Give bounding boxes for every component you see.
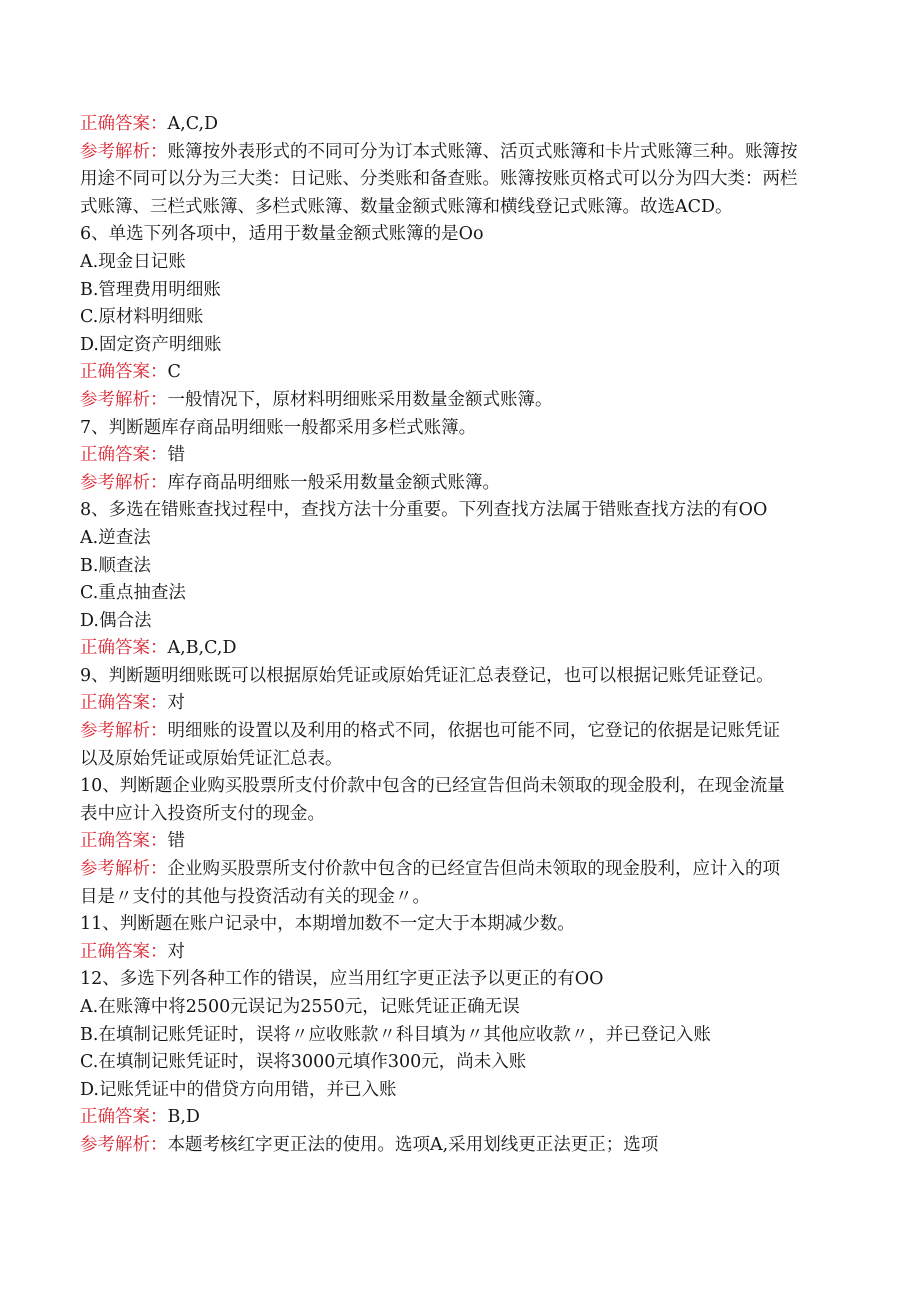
text-line	[80, 1049, 840, 1077]
text-line	[80, 718, 840, 746]
explanation-label: 参考解析：	[80, 141, 168, 162]
line-text: C	[167, 362, 181, 383]
text-line	[80, 939, 840, 967]
line-text: B.管理费用明细账	[80, 279, 221, 300]
text-line	[80, 856, 840, 884]
line-text: 账簿按外表形式的不同可分为订本式账簿、活页式账簿和卡片式账簿三种。账簿按	[167, 141, 798, 162]
line-text: A,C,D	[167, 114, 219, 134]
text-line	[80, 635, 840, 663]
line-text: 以及原始凭证或原始凭证汇总表。	[80, 748, 343, 769]
line-text: B.在填制记账凭证时，误将〃应收账款〃科目填为〃其他应收款〃，并已登记入账	[80, 1024, 711, 1045]
text-line	[80, 525, 840, 553]
explanation-label: 参考解析：	[80, 472, 168, 493]
text-line	[80, 470, 840, 498]
explanation-label: 参考解析：	[80, 721, 168, 742]
text-line	[80, 194, 840, 222]
document-body	[80, 111, 840, 1160]
answer-label: 正确答案：	[80, 941, 168, 962]
line-text: B.顺查法	[80, 555, 151, 576]
explanation-label: 参考解析：	[80, 389, 168, 410]
answer-label: 正确答案：	[80, 638, 168, 659]
text-line	[80, 1132, 840, 1160]
line-text: 库存商品明细账一般采用数量金额式账簿。	[167, 472, 500, 493]
answer-label: 正确答案：	[80, 114, 168, 134]
explanation-label: 参考解析：	[80, 859, 168, 880]
text-line	[80, 1104, 840, 1132]
line-text: 表中应计入投资所支付的现金。	[80, 803, 325, 824]
explanation-label: 参考解析：	[80, 1134, 168, 1155]
text-line	[80, 497, 840, 525]
text-line	[80, 166, 840, 194]
line-text: D.记账凭证中的借贷方向用错，并已入账	[80, 1079, 397, 1100]
line-text: 一般情况下，原材料明细账采用数量金额式账簿。	[167, 389, 553, 410]
text-line	[80, 746, 840, 774]
line-text: 对	[167, 941, 185, 962]
line-text: C.重点抽查法	[80, 583, 186, 604]
line-text: A,B,C,D	[167, 638, 237, 659]
text-line	[80, 359, 840, 387]
text-line	[80, 415, 840, 443]
text-line	[80, 139, 840, 167]
line-text: 本题考核红字更正法的使用。选项A,采用划线更正法更正；选项	[167, 1134, 659, 1155]
text-line	[80, 553, 840, 581]
text-line	[80, 911, 840, 939]
line-text: 企业购买股票所支付价款中包含的已经宣告但尚未领取的现金股利，应计入的项	[167, 859, 780, 880]
line-text: C.在填制记账凭证时，误将3000元填作300元，尚未入账	[80, 1052, 527, 1073]
line-text: 式账簿、三栏式账簿、多栏式账簿、数量金额式账簿和横线登记式账簿。故选ACD。	[80, 196, 733, 217]
line-text: B,D	[167, 1107, 200, 1128]
text-line	[80, 1022, 840, 1050]
line-text: 对	[167, 693, 185, 714]
line-text: D.偶合法	[80, 610, 152, 631]
answer-label: 正确答案：	[80, 445, 168, 466]
text-line	[80, 442, 840, 470]
text-line	[80, 801, 840, 829]
line-text: 目是〃支付的其他与投资活动有关的现金〃。	[80, 886, 430, 907]
text-line	[80, 828, 840, 856]
line-text: 8、多选在错账查找过程中，查找方法十分重要。下列查找方法属于错账查找方法的有OO	[80, 500, 768, 521]
text-line	[80, 580, 840, 608]
line-text: C.原材料明细账	[80, 307, 204, 328]
line-text: 11、判断题在账户记录中，本期增加数不一定大于本期减少数。	[80, 914, 575, 935]
text-line	[80, 884, 840, 912]
line-text: 10、判断题企业购买股票所支付价款中包含的已经宣告但尚未领取的现金股利，在现金流量	[80, 776, 785, 797]
text-line	[80, 111, 840, 139]
text-line	[80, 249, 840, 277]
text-line	[80, 221, 840, 249]
text-line	[80, 1077, 840, 1105]
text-line	[80, 663, 840, 691]
text-line	[80, 966, 840, 994]
line-text: D.固定资产明细账	[80, 334, 222, 355]
text-line	[80, 387, 840, 415]
line-text: 用途不同可以分为三大类：日记账、分类账和备查账。账簿按账页格式可以分为四大类：两栏	[80, 169, 798, 190]
text-line	[80, 994, 840, 1022]
line-text: 9、判断题明细账既可以根据原始凭证或原始凭证汇总表登记，也可以根据记账凭证登记。	[80, 665, 774, 686]
line-text: 7、判断题库存商品明细账一般都采用多栏式账簿。	[80, 417, 477, 438]
line-text: A.现金日记账	[80, 251, 186, 272]
text-line	[80, 304, 840, 332]
answer-label: 正确答案：	[80, 1107, 168, 1128]
line-text: 明细账的设置以及利用的格式不同，依据也可能不同，它登记的依据是记账凭证	[167, 721, 780, 742]
line-text: 6、单选下列各项中，适用于数量金额式账簿的是Oo	[80, 224, 484, 245]
text-line	[80, 277, 840, 305]
text-line	[80, 332, 840, 360]
line-text: A.逆查法	[80, 527, 151, 548]
text-line	[80, 608, 840, 636]
line-text: A.在账簿中将2500元误记为2550元，记账凭证正确无误	[80, 997, 520, 1017]
text-line	[80, 773, 840, 801]
line-text: 错	[167, 831, 185, 852]
answer-label: 正确答案：	[80, 831, 168, 852]
answer-label: 正确答案：	[80, 693, 168, 714]
line-text: 12、多选下列各种工作的错误，应当用红字更正法予以更正的有OO	[80, 969, 604, 990]
answer-label: 正确答案：	[80, 362, 168, 383]
text-line	[80, 690, 840, 718]
line-text: 错	[167, 445, 185, 466]
